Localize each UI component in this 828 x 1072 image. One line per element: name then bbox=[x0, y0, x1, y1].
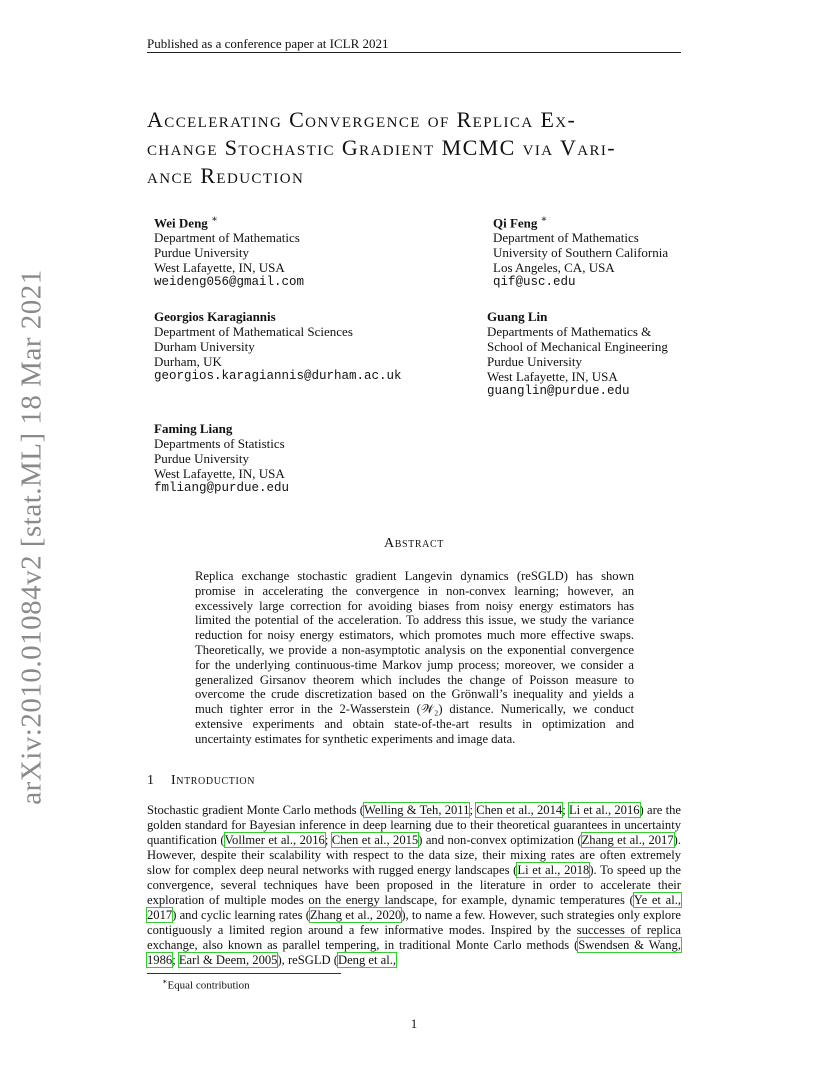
footnote bbox=[162, 977, 250, 992]
author-name: Faming Liang bbox=[154, 421, 233, 436]
affiliation-line: Departments of Statistics bbox=[154, 436, 285, 451]
affiliation-line: West Lafayette, IN, USA bbox=[154, 260, 285, 276]
citation-link[interactable]: Li et al., 2018 bbox=[517, 863, 590, 877]
affiliation-line: Department of Mathematics bbox=[493, 230, 639, 246]
affiliation-line: School of Mechanical Engineering bbox=[487, 339, 668, 354]
intro-text: ; bbox=[324, 833, 332, 847]
intro-paragraph bbox=[147, 803, 681, 968]
affiliation-line: West Lafayette, IN, USA bbox=[487, 369, 618, 384]
page-number: 1 bbox=[410, 1016, 418, 1031]
author-email[interactable]: qif@usc.edu bbox=[493, 275, 576, 290]
title-line: change Stochastic Gradient MCMC via Vari- bbox=[147, 135, 617, 160]
affiliation-line: Purdue University bbox=[487, 354, 582, 369]
intro-text: Stochastic gradient Monte Carlo methods ( bbox=[147, 803, 364, 817]
affiliation-line: Los Angeles, CA, USA bbox=[493, 260, 615, 276]
citation-link[interactable]: Zhang et al., 2017 bbox=[581, 833, 674, 847]
intro-text: ) and cyclic learning rates ( bbox=[172, 908, 310, 922]
intro-text: ; bbox=[562, 803, 569, 817]
author-email[interactable]: guanglin@purdue.edu bbox=[487, 384, 630, 398]
citation-link[interactable]: Welling & Teh, 2011 bbox=[364, 803, 470, 817]
citation-link[interactable]: Zhang et al., 2020 bbox=[309, 908, 402, 922]
citation-link[interactable]: Chen et al., 2015 bbox=[331, 833, 419, 847]
author-name: Qi Feng bbox=[493, 215, 538, 231]
citation-link[interactable]: Vollmer et al., 2016 bbox=[224, 833, 325, 847]
author-email[interactable]: georgios.karagiannis@durham.ac.uk bbox=[154, 369, 402, 383]
equal-contribution-mark: ∗ bbox=[540, 214, 548, 225]
author-block bbox=[493, 212, 668, 290]
affiliation-line: Departments of Mathematics & bbox=[487, 324, 652, 339]
intro-text: ; bbox=[469, 803, 477, 817]
affiliation-line: West Lafayette, IN, USA bbox=[154, 466, 285, 481]
author-email[interactable]: weideng056@gmail.com bbox=[154, 275, 305, 290]
arxiv-identifier: arXiv:2010.01084v2 [stat.ML] 18 Mar 2021 bbox=[15, 269, 48, 805]
author-name: Wei Deng bbox=[154, 215, 208, 231]
affiliation-line: University of Southern California bbox=[493, 245, 669, 261]
citation-link[interactable]: Ye et al., 2017 bbox=[147, 893, 681, 922]
intro-text: ). However, despite their scalability with respect to the data size, their mixing rates are often extremely slow for complex deep neural networks with rugged energy landscapes ( bbox=[147, 833, 681, 877]
affiliation-line: Purdue University bbox=[154, 451, 249, 466]
section-heading bbox=[147, 773, 255, 789]
affiliation-line: Purdue University bbox=[154, 245, 249, 261]
intro-text: ; bbox=[172, 953, 179, 967]
footnote-mark: ∗ bbox=[162, 977, 168, 986]
citation-link[interactable]: Swendsen & Wang, 1986 bbox=[147, 938, 681, 967]
affiliation-line: Department of Mathematics bbox=[154, 230, 300, 246]
running-header: Published as a conference paper at ICLR 2021 bbox=[147, 36, 389, 51]
author-block bbox=[154, 421, 289, 496]
citation-link[interactable]: Deng et al., bbox=[337, 953, 397, 967]
abstract-text: Replica exchange stochastic gradient Langevin dynamics (reSGLD) has shown promise in accelerating the convergence in non-convex learning; however, an excessively large correction for avoiding biases from noisy energy estimators has limited the potential of the acceleration. To address this issue, we study the variance reduction for noisy energy estimators, which promotes much more effective swaps. Theoretically, we provide a non-asymptotic analysis on the exponential convergence for the underlying continuous-time Markov jump process; moreover, we consider a generalized Girsanov theorem which includes the change of Poisson measure to overcome the crude discretization based on the Grönwall’s inequality and yields a much tighter error in the 2-Wasserstein (𝒲₂) distance. Numerically, we conduct extensive experiments and obtain state-of-the-art results in optimization and uncertainty estimates for synthetic experiments and image data. bbox=[195, 569, 634, 746]
affiliation-line: Durham University bbox=[154, 339, 255, 354]
citation-link[interactable]: Li et al., 2016 bbox=[568, 803, 640, 817]
author-email[interactable]: fmliang@purdue.edu bbox=[154, 481, 290, 495]
footnote-text: Equal contribution bbox=[167, 979, 250, 992]
affiliation-line: Department of Mathematical Sciences bbox=[154, 324, 353, 339]
title-line: Accelerating Convergence of Replica Ex- bbox=[147, 107, 577, 132]
author-block bbox=[154, 309, 402, 384]
author-block bbox=[154, 212, 304, 290]
abstract-heading: Abstract bbox=[384, 536, 444, 551]
intro-text: ). To speed up the convergence, several techniques have been proposed in the literature in order to accelerate their exploration of multiple modes on the energy landscape, for example, dynamic temperatures ( bbox=[147, 863, 681, 907]
author-block bbox=[487, 309, 668, 399]
equal-contribution-mark: ∗ bbox=[211, 214, 218, 225]
section-title: Introduction bbox=[171, 773, 256, 788]
section-number: 1 bbox=[147, 773, 155, 788]
citation-link[interactable]: Chen et al., 2014 bbox=[476, 803, 563, 817]
title-line: ance Reduction bbox=[147, 163, 305, 188]
citation-link[interactable]: Earl & Deem, 2005 bbox=[178, 953, 278, 967]
intro-text: ), reSGLD ( bbox=[277, 953, 338, 967]
intro-text: ), to name a few. However, such strategies only explore contiguously a limited region around a few informative modes. Inspired by the successes of replica exchange, also known as parallel tempering, in traditional Monte Carlo methods ( bbox=[147, 908, 681, 952]
affiliation-line: Durham, UK bbox=[154, 354, 222, 369]
author-name: Guang Lin bbox=[487, 309, 548, 324]
paper-title bbox=[147, 106, 687, 190]
intro-text: ) are the golden standard for Bayesian inference in deep learning due to their theoretical guarantees in uncertainty quantification ( bbox=[147, 803, 681, 847]
author-name: Georgios Karagiannis bbox=[154, 309, 276, 324]
header-rule bbox=[147, 52, 681, 53]
footnote-rule bbox=[147, 973, 341, 974]
intro-text: ) and non-convex optimization ( bbox=[418, 833, 582, 847]
